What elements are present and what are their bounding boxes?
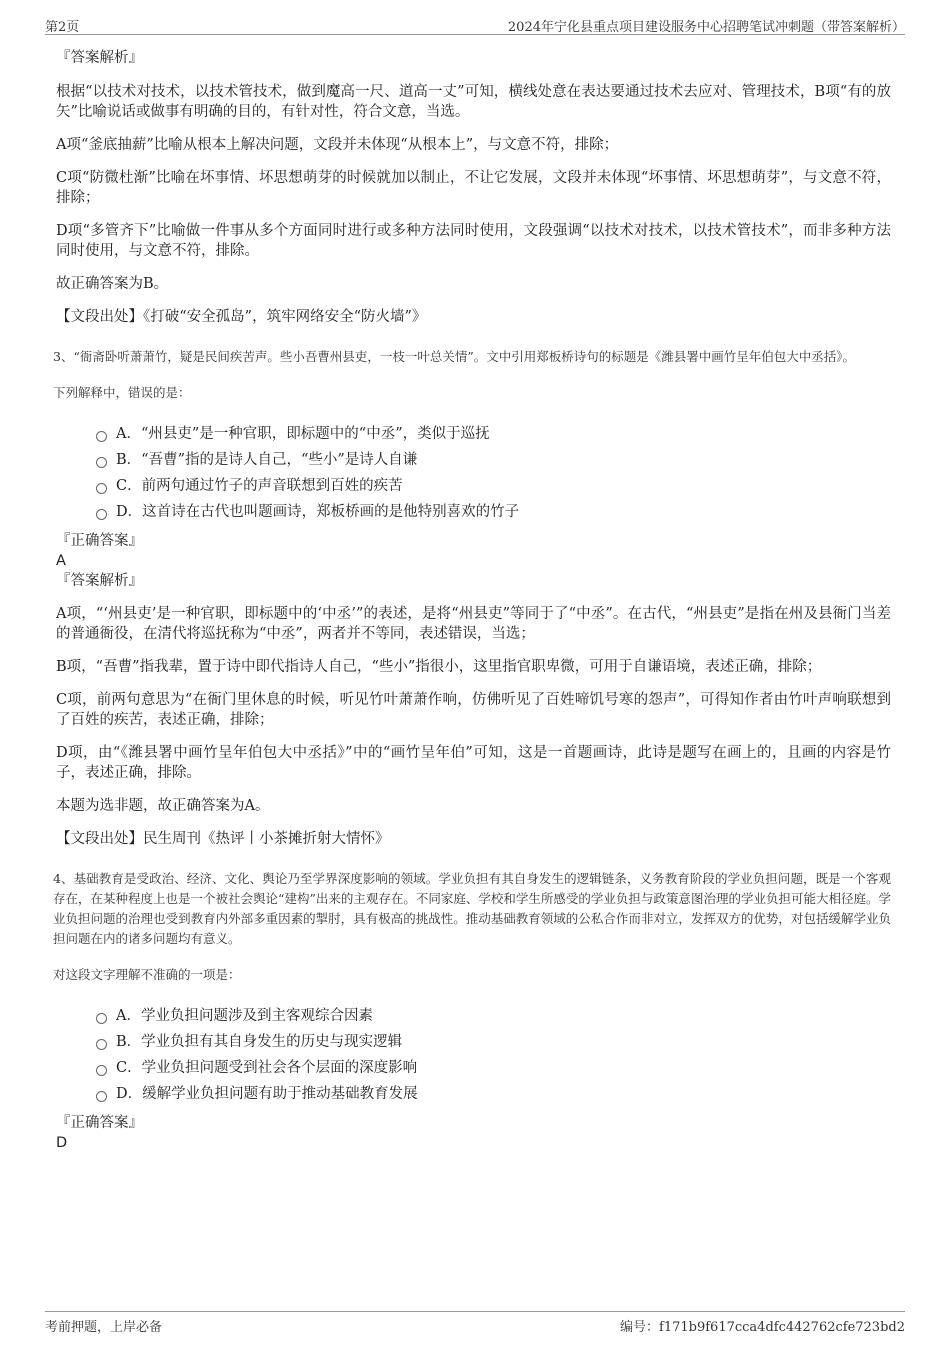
option-c[interactable] [96, 1055, 891, 1081]
option-label: B．“吾曹”指的是诗人自己，“些小”是诗人自谦 [116, 452, 418, 468]
analysis-paragraph: C项，前两句意思为“在衙门里休息的时候，听见竹叶萧萧作响，仿佛听见了百姓啼饥号寒的怨声”，可得知作者由竹叶声响联想到了百姓的疾苦，表述正确，排除； [56, 692, 891, 728]
correct-answer-label: 『正确答案』 [56, 1115, 143, 1131]
option-label: A．“州县吏”是一种官职，即标题中的“中丞”，类似于巡抚 [116, 426, 490, 442]
analysis-paragraph: D项“多管齐下”比喻做一件事从多个方面同时进行或多种方法同时使用，文段强调“以技术对技术，以技术管技术”，而非多种方法同时使用，与文意不符，排除。 [56, 223, 891, 259]
footer-slogan: 考前押题，上岸必备 [45, 1320, 163, 1335]
option-label: C．前两句通过竹子的声音联想到百姓的疾苦 [116, 478, 403, 494]
option-c[interactable] [96, 473, 891, 499]
radio-icon[interactable] [96, 483, 107, 494]
radio-icon[interactable] [96, 457, 107, 468]
correct-answer-value: A [56, 553, 66, 569]
page-header [45, 14, 905, 35]
option-a[interactable] [96, 1003, 891, 1029]
option-label: D．缓解学业负担问题有助于推动基础教育发展 [116, 1086, 418, 1102]
option-d[interactable] [96, 1081, 891, 1107]
analysis-paragraph: B项，“吾曹”指我辈，置于诗中即代指诗人自己，“些小”指很小，这里指官职卑微，可用于自谦语境，表述正确，排除； [56, 659, 822, 675]
analysis-paragraph: C项“防微杜渐”比喻在坏事情、坏思想萌芽的时候就加以制止，不让它发展，文段并未体现“坏事情、坏思想萌芽”，与文意不符，排除； [56, 170, 891, 206]
document-body [53, 48, 891, 1153]
option-label: A．学业负担问题涉及到主客观综合因素 [116, 1008, 373, 1024]
radio-icon[interactable] [96, 1065, 107, 1076]
analysis-paragraph: A项，“‘州县吏’是一种官职，即标题中的‘中丞’”的表述，是将“州县吏”等同于了“中丞”。在古代，“州县吏”是指在州及县衙门当差的普通衙役，在清代将巡抚称为“中丞”，两者并不等同，表述错误，当选； [56, 606, 891, 642]
question-prompt: 下列解释中，错误的是： [53, 385, 191, 400]
radio-icon[interactable] [96, 509, 107, 520]
question-text: 3、“衙斋卧听萧萧竹，疑是民间疾苦声。些小吾曹州县吏，一枝一叶总关情”。文中引用郑板桥诗句的标题是《潍县署中画竹呈年伯包大中丞括》。 [53, 349, 855, 364]
analysis-paragraph: 根据“以技术对技术，以技术管技术，做到魔高一尺、道高一丈”可知，横线处意在表达要通过技术去应对、管理技术，B项“有的放矢”比喻说话或做事有明确的目的，有针对性，符合文意，当选。 [56, 84, 891, 120]
radio-icon[interactable] [96, 1091, 107, 1102]
radio-icon[interactable] [96, 1013, 107, 1024]
option-a[interactable] [96, 421, 891, 447]
option-label: C．学业负担问题受到社会各个层面的深度影响 [116, 1060, 418, 1076]
analysis-label: 『答案解析』 [56, 573, 143, 589]
question-text: 4、基础教育是受政治、经济、文化、舆论乃至学界深度影响的领域。学业负担有其自身发生的逻辑链条，义务教育阶段的学业负担问题，既是一个客观存在，在某种程度上也是一个被社会舆论“建构”出来的主观存在。不同家庭、学校和学生所感受的学业负担与政策意图治理的学业负担可能大相径庭。学业负担问题的治理也受到教育内外部多重因素的掣肘，具有极高的挑战性。推动基础教育领域的公私合作而非对立，发挥双方的优势，对包括缓解学业负担问题在内的诸多问题均有意义。 [53, 871, 891, 946]
analysis-paragraph: D项，由“《潍县署中画竹呈年伯包大中丞括》”中的“画竹呈年伯”可知，这是一首题画诗，此诗是题写在画上的，且画的内容是竹子，表述正确，排除。 [56, 745, 891, 781]
analysis-conclusion: 本题为选非题，故正确答案为A。 [56, 798, 270, 814]
question-3 [53, 347, 891, 849]
option-b[interactable] [96, 447, 891, 473]
page-number: 第2页 [45, 20, 80, 35]
source-citation: 【文段出处】《打破“安全孤岛”，筑牢网络安全“防火墙”》 [56, 309, 427, 325]
analysis-label: 『答案解析』 [56, 50, 143, 66]
analysis-paragraph: A项“釜底抽薪”比喻从根本上解决问题，文段并未体现“从根本上”，与文意不符，排除； [56, 137, 619, 153]
option-label: B．学业负担有其自身发生的历史与现实逻辑 [116, 1034, 403, 1050]
option-label: D．这首诗在古代也叫题画诗，郑板桥画的是他特别喜欢的竹子 [116, 504, 520, 520]
option-b[interactable] [96, 1029, 891, 1055]
option-list [96, 421, 891, 525]
correct-answer-label: 『正确答案』 [56, 533, 143, 549]
analysis-conclusion: 故正确答案为B。 [56, 276, 169, 292]
source-citation: 【文段出处】民生周刊《热评丨小茶摊折射大情怀》 [56, 831, 390, 847]
analysis-block-q2 [56, 48, 891, 327]
radio-icon[interactable] [96, 1039, 107, 1050]
correct-answer-value: D [56, 1135, 68, 1151]
option-d[interactable] [96, 499, 891, 525]
page-footer [45, 1311, 905, 1336]
option-list [96, 1003, 891, 1107]
radio-icon[interactable] [96, 431, 107, 442]
document-title: 2024年宁化县重点项目建设服务中心招聘笔试冲刺题（带答案解析） [507, 20, 905, 35]
question-prompt: 对这段文字理解不准确的一项是： [53, 967, 241, 982]
question-4 [53, 869, 891, 1153]
document-code: 编号：f171b9f617cca4dfc442762cfe723bd2 [620, 1320, 905, 1335]
